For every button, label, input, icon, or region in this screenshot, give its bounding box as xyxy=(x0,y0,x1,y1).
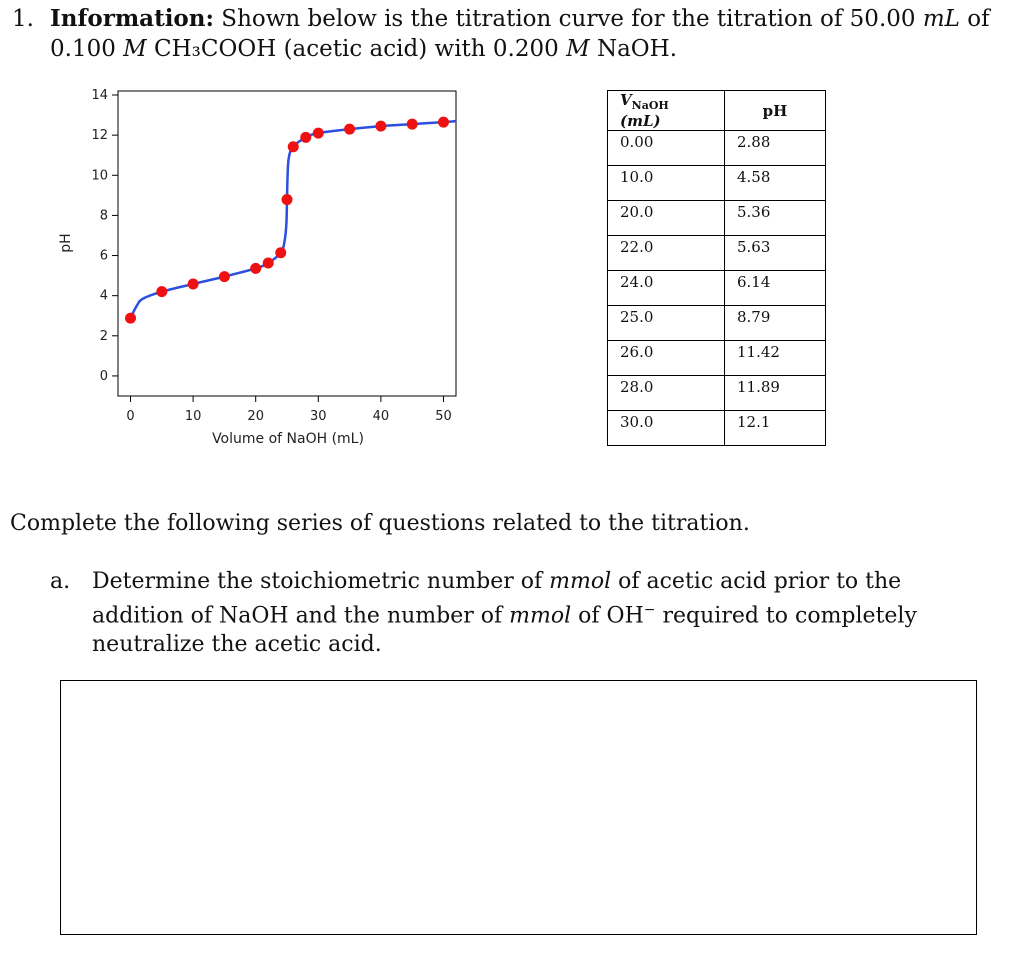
cell-volume: 25.0 xyxy=(608,306,725,341)
header-unit: (mL) xyxy=(620,112,661,130)
table-row xyxy=(608,166,826,201)
mmol-unit: mmol xyxy=(509,603,572,629)
base-text: NaOH. xyxy=(589,36,678,62)
minus-superscript: − xyxy=(643,602,656,618)
data-point xyxy=(275,247,286,258)
cell-ph: 5.63 xyxy=(725,236,826,271)
y-tick-label: 0 xyxy=(99,368,108,384)
data-point xyxy=(219,271,230,282)
cell-ph: 5.36 xyxy=(725,201,826,236)
cell-volume: 10.0 xyxy=(608,166,725,201)
data-point xyxy=(438,117,449,128)
unit-ml: mL xyxy=(922,6,960,32)
table-row xyxy=(608,271,826,306)
cell-ph: 11.89 xyxy=(725,376,826,411)
molar-unit: M xyxy=(566,36,590,62)
question-text: Shown below is the titration curve for the titration of 50.00 xyxy=(214,6,923,32)
cell-volume: 24.0 xyxy=(608,271,725,306)
mmol-unit: mmol xyxy=(549,569,612,594)
instructions: Complete the following series of questions related to the titration. xyxy=(10,511,750,536)
x-axis xyxy=(126,396,451,424)
cell-ph: 2.88 xyxy=(725,131,826,166)
y-tick-label: 14 xyxy=(91,88,108,104)
x-tick-label: 50 xyxy=(435,409,452,424)
part-a-text-1: Determine the stoichiometric number of xyxy=(92,569,550,594)
question-heading: Information: xyxy=(50,5,214,32)
x-tick-label: 0 xyxy=(126,409,135,424)
question-number: 1. xyxy=(12,6,34,32)
header-v: V xyxy=(620,91,632,109)
part-a-text-2: of acetic acid prior to the addition of NaOH and the number of xyxy=(92,569,902,629)
cell-ph: 6.14 xyxy=(725,271,826,306)
y-axis xyxy=(91,88,118,384)
table-row xyxy=(608,131,826,166)
data-point xyxy=(263,257,274,268)
part-a-label: a. xyxy=(50,569,71,594)
table-row xyxy=(608,341,826,376)
y-tick-label: 12 xyxy=(91,128,108,144)
table-row xyxy=(608,376,826,411)
x-tick-label: 10 xyxy=(184,409,202,424)
y-axis-title: pH xyxy=(58,233,74,253)
data-point xyxy=(282,194,293,205)
data-point xyxy=(250,263,261,274)
data-point xyxy=(156,286,167,297)
x-axis-title: Volume of NaOH (mL) xyxy=(212,431,364,447)
header-naoh: NaOH xyxy=(631,99,669,112)
part-a-text-4: required to completely neutralize the acetic acid. xyxy=(92,603,917,658)
table-row xyxy=(608,306,826,341)
data-point xyxy=(407,119,418,130)
y-tick-label: 6 xyxy=(99,248,108,264)
cell-ph: 11.42 xyxy=(725,341,826,376)
part-a-text-3: of OH xyxy=(571,603,644,629)
y-tick-label: 8 xyxy=(99,208,108,224)
data-point xyxy=(188,279,199,290)
cell-volume: 28.0 xyxy=(608,376,725,411)
table-row xyxy=(608,411,826,446)
table-row xyxy=(608,236,826,271)
cell-volume: 22.0 xyxy=(608,236,725,271)
question-text-end: of xyxy=(959,6,990,32)
x-tick-label: 30 xyxy=(310,409,327,424)
part-a-question xyxy=(92,567,992,659)
y-tick-label: 10 xyxy=(91,168,108,184)
table-row xyxy=(608,201,826,236)
data-point xyxy=(313,128,324,139)
x-tick-label: 20 xyxy=(247,409,264,424)
data-point xyxy=(300,132,311,143)
data-point xyxy=(288,141,299,152)
cell-ph: 12.1 xyxy=(725,411,826,446)
acid-text: CH₃COOH (acetic acid) with 0.200 xyxy=(146,36,567,62)
y-tick-label: 2 xyxy=(99,328,108,344)
data-point xyxy=(344,124,355,135)
cell-ph: 4.58 xyxy=(725,166,826,201)
data-table xyxy=(607,90,826,446)
table-header-row xyxy=(608,91,826,131)
conc-acid: 0.100 xyxy=(50,36,124,62)
cell-volume: 30.0 xyxy=(608,411,725,446)
data-point xyxy=(125,313,136,324)
y-tick-label: 4 xyxy=(99,288,108,304)
header-ph: pH xyxy=(725,91,826,131)
data-point xyxy=(375,121,386,132)
header-volume xyxy=(608,91,725,131)
question-line-2 xyxy=(50,34,677,64)
cell-volume: 26.0 xyxy=(608,341,725,376)
answer-box[interactable] xyxy=(60,680,977,935)
cell-ph: 8.79 xyxy=(725,306,826,341)
cell-volume: 20.0 xyxy=(608,201,725,236)
plot-frame xyxy=(118,91,456,396)
titration-chart xyxy=(40,80,470,460)
cell-volume: 0.00 xyxy=(608,131,725,166)
molar-unit: M xyxy=(123,36,147,62)
x-tick-label: 40 xyxy=(372,409,390,424)
question-line-1 xyxy=(50,4,990,34)
